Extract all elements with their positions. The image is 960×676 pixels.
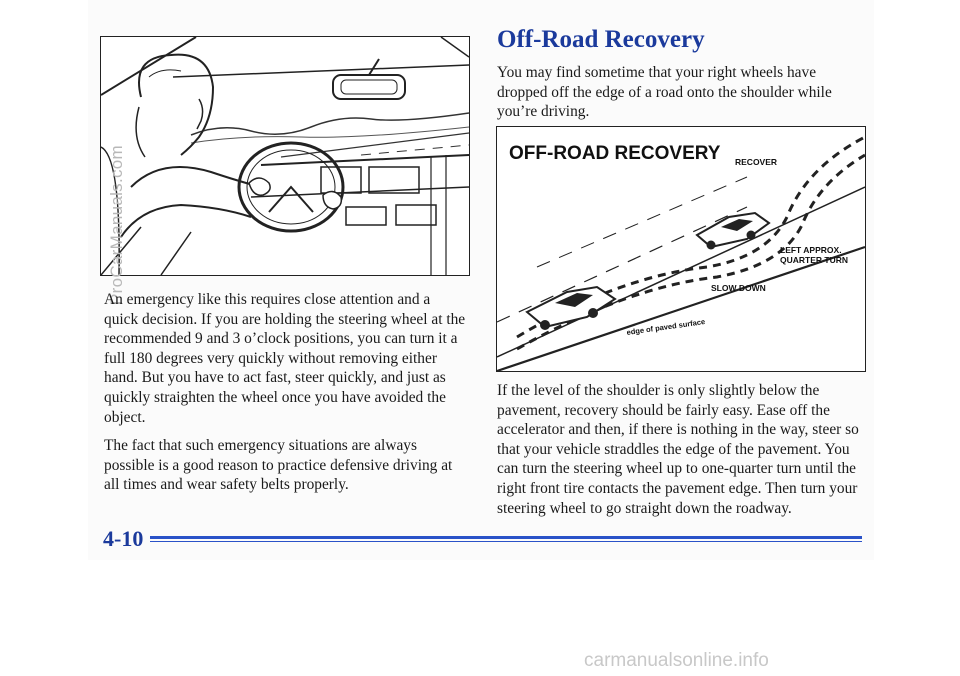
left-paragraph-1: An emergency like this requires close attention and a quick decision. If you are holding the steering wheel at the recommended 9 and 3 o’clock positions, you can turn it a full 180 degrees very quickly without removing either hand. But you have to act fast, steer quickly, and just as quickly straighten the wheel once you have avoided the object. [104,291,466,426]
footer-rule-thick [150,536,862,539]
label-edge-of-pavement: edge of paved surface [626,317,706,337]
section-title: Off-Road Recovery [497,26,705,53]
side-watermark-text: ProCarManuals.com [107,144,127,306]
page-number: 4-10 [103,526,144,551]
right-column-text: If the level of the shoulder is only slightly below the pavement, recovery should be fairly easy. Ease off the accelerator and then, if there is nothing in the way, steer so that your vehicle straddles the edge of the pavement. You can turn the steering wheel up to one-quarter turn until the right front tire contacts the pavement edge. Then turn your steering wheel to go straight down the roadway. [497,382,859,517]
section-intro: You may find sometime that your right wheels have dropped off the edge of a road onto the shoulder while you’re driving. [497,64,832,121]
car-front-icon [697,213,769,250]
footer-rule-thin [150,541,862,542]
label-slow-down: SLOW DOWN [711,283,766,293]
off-road-recovery-diagram [496,126,866,372]
side-watermark [106,140,128,310]
bottom-watermark: carmanualsonline.info [584,650,769,671]
diagram-title: OFF-ROAD RECOVERY [509,143,721,164]
label-left-turn-2: QUARTER TURN [780,255,848,265]
left-column-text [104,290,466,504]
driver-steering-illustration [100,36,470,276]
label-left-turn-1: LEFT APPROX. [780,245,842,255]
left-paragraph-2: The fact that such emergency situations are always possible is a good reason to practice defensive driving at all times and wear safety belts properly. [104,437,453,494]
driver-steering-drawing [101,37,469,275]
off-road-recovery-drawing [497,127,865,371]
label-recover: RECOVER [735,157,778,167]
